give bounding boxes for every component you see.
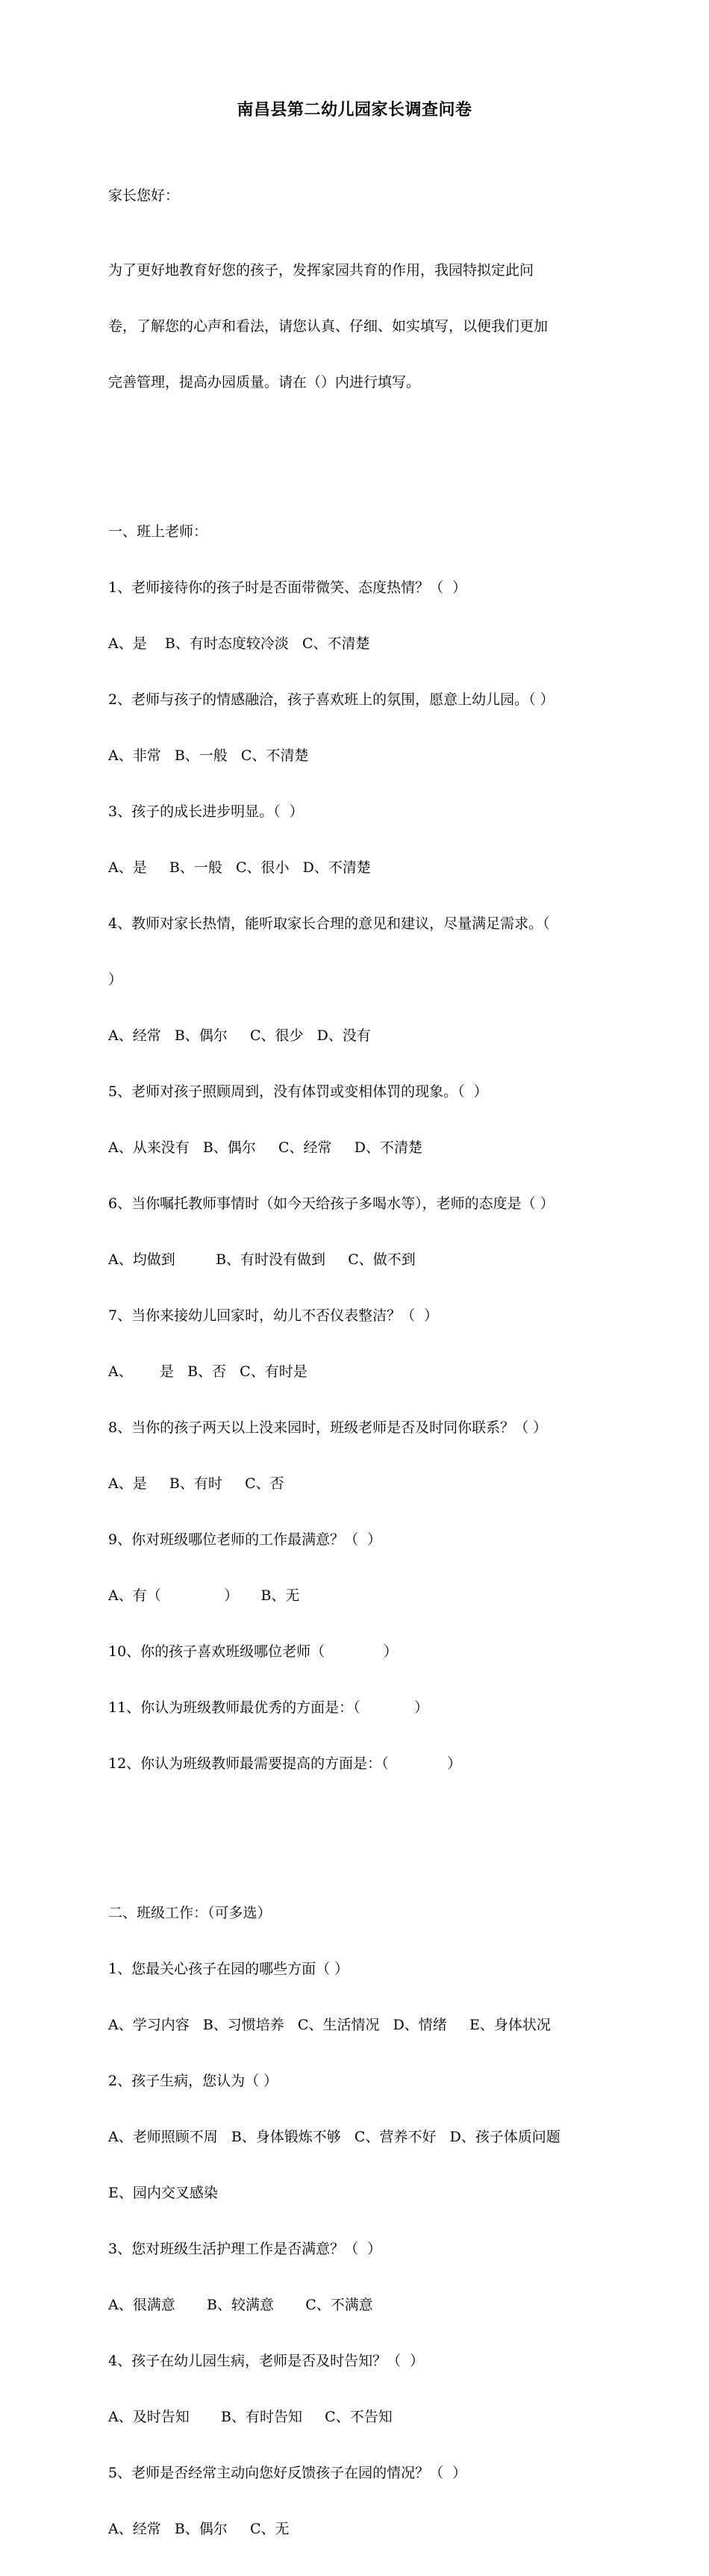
section1-line: 6、当你嘱托教师事情时（如今天给孩子多喝水等），老师的态度是（ ） [108, 1195, 555, 1212]
intro-line-3: 完善管理，提高办园质量。请在（）内进行填写。 [108, 374, 421, 391]
page-title: 南昌县第二幼儿园家长调查问卷 [237, 101, 472, 119]
section1-line: 2、老师与孩子的情感融洽，孩子喜欢班上的氛围，愿意上幼儿园。（ ） [108, 691, 555, 708]
section2-line: E、园内交叉感染 [108, 2185, 218, 2201]
section2-line: A、很满意 B、较满意 C、不满意 [108, 2297, 373, 2313]
section1-line: 7、当你来接幼儿回家时，幼儿不否仪表整洁？（ ） [108, 1307, 439, 1324]
section1-line: A、均做到 B、有时没有做到 C、做不到 [108, 1251, 416, 1268]
section2-line: 5、老师是否经常主动向您好反馈孩子在园的情况？（ ） [108, 2465, 467, 2481]
section1-line: A、经常 B、偶尔 C、很少 D、没有 [108, 1027, 371, 1044]
section1-heading: 一、班上老师： [108, 523, 208, 540]
section1-line: 3、孩子的成长进步明显。（ ） [108, 803, 304, 820]
section2-heading: 二、班级工作：（可多选） [108, 1905, 272, 1921]
section1-line: A、是 B、一般 C、很小 D、不清楚 [108, 859, 371, 876]
section2-line: 3、您对班级生活护理工作是否满意？（ ） [108, 2241, 382, 2257]
greeting: 家长您好： [108, 187, 180, 204]
section1-line: 12、你认为班级教师最需要提高的方面是：（ ） [108, 1755, 462, 1772]
section1-line: A、从来没有 B、偶尔 C、经常 D、不清楚 [108, 1139, 422, 1156]
section1-line: A、 是 B、否 C、有时是 [108, 1363, 307, 1380]
section2-line: 4、孩子在幼儿园生病，老师是否及时告知？（ ） [108, 2353, 425, 2369]
intro-line-2: 卷，了解您的心声和看法，请您认真、仔细、如实填写，以便我们更加 [108, 318, 549, 335]
section2-line: A、老师照顾不周 B、身体锻炼不够 C、营养不好 D、孩子体质问题 [108, 2129, 560, 2145]
section2-line: A、经常 B、偶尔 C、无 [108, 2521, 290, 2537]
spacer [108, 1829, 602, 1848]
section1-line: 9、你对班级哪位老师的工作最满意？（ ） [108, 1531, 382, 1548]
section1-line: A、是 B、有时态度较冷淡 C、不清楚 [108, 635, 370, 652]
section2-line: 2、孩子生病，您认为（ ） [108, 2073, 278, 2089]
section1-line: A、非常 B、一般 C、不清楚 [108, 747, 309, 764]
spacer [108, 448, 602, 467]
section1-line: A、是 B、有时 C、否 [108, 1475, 284, 1492]
section2-line: 1、您最关心孩子在园的哪些方面（ ） [108, 1961, 349, 1977]
section1-line: 1、老师接待你的孩子时是否面带微笑、态度热情？（ ） [108, 579, 467, 596]
document-body [108, 149, 602, 2576]
section1-line: ） [108, 971, 123, 988]
section1-line: 11、你认为班级教师最优秀的方面是：（ ） [108, 1699, 429, 1716]
intro-line-1: 为了更好地教育好您的孩子，发挥家园共育的作用，我园特拟定此问 [108, 262, 534, 279]
section1-line: A、有（ ） B、无 [108, 1587, 300, 1604]
section1-line: 5、老师对孩子照顾周到，没有体罚或变相体罚的现象。（ ） [108, 1083, 488, 1100]
section1-line: 10、你的孩子喜欢班级哪位老师（ ） [108, 1643, 398, 1660]
section1-line: 4、教师对家长热情，能听取家长合理的意见和建议，尽量满足需求。（ [108, 915, 550, 932]
section2-line: A、学习内容 B、习惯培养 C、生活情况 D、情绪 E、身体状况 [108, 2017, 551, 2033]
section2-line: A、及时告知 B、有时告知 C、不告知 [108, 2409, 393, 2425]
section1-line: 8、当你的孩子两天以上没来园时，班级老师是否及时同你联系？（ ） [108, 1419, 548, 1436]
